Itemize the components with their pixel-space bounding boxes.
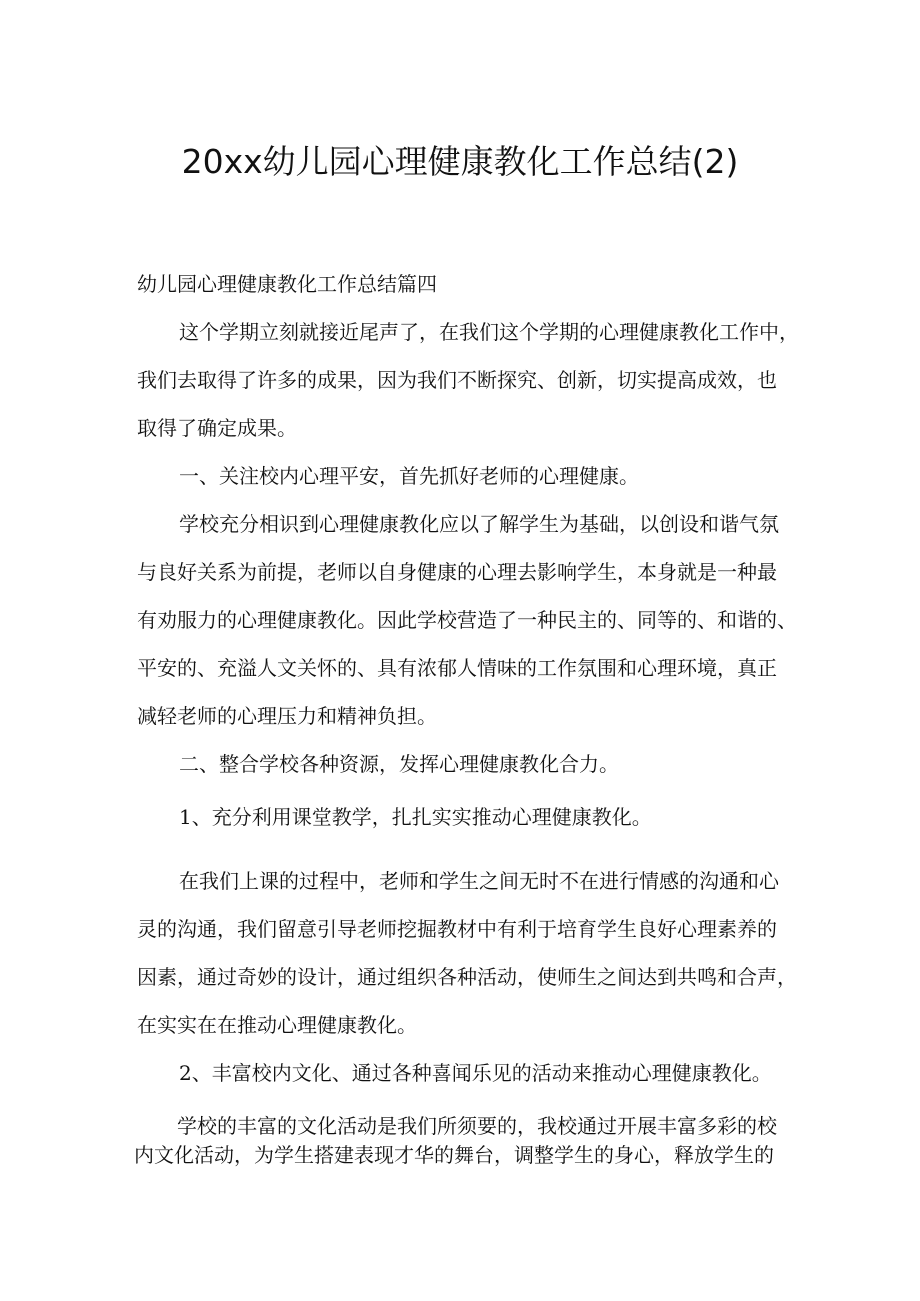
paragraph-line: 我们去取得了许多的成果，因为我们不断探究、创新，切实提高成效，也 [137, 368, 777, 392]
paragraph-line: 与良好关系为前提，老师以自身健康的心理去影响学生，本身就是一种最 [137, 560, 777, 584]
paragraph-line: 学校的丰富的文化活动是我们所须要的，我校通过开展丰富多彩的校 [177, 1114, 777, 1138]
document-title: 20xx幼儿园心理健康教化工作总结(2) [181, 142, 739, 181]
paragraph-line: 学校充分相识到心理健康教化应以了解学生为基础，以创设和谐气氛 [179, 512, 779, 536]
paragraph-line: 在我们上课的过程中，老师和学生之间无时不在进行情感的沟通和心 [179, 869, 779, 893]
paragraph-line: 取得了确定成果。 [137, 416, 297, 440]
subheading-line: 二、整合学校各种资源，发挥心理健康教化合力。 [179, 752, 619, 776]
paragraph-line: 这个学期立刻就接近尾声了，在我们这个学期的心理健康教化工作中， [179, 320, 799, 344]
paragraph-line: 内文化活动，为学生搭建表现才华的舞台，调整学生的身心，释放学生的 [134, 1143, 774, 1167]
subheading-line: 1、充分利用课堂教学，扎扎实实推动心理健康教化。 [179, 805, 652, 829]
paragraph-line: 有劝服力的心理健康教化。因此学校营造了一种民主的、同等的、和谐的、 [137, 608, 797, 632]
paragraph-line: 灵的沟通，我们留意引导老师挖掘教材中有利于培育学生良好心理素养的 [137, 917, 777, 941]
paragraph-line: 平安的、充溢人文关怀的、具有浓郁人情味的工作氛围和心理环境，真正 [137, 656, 777, 680]
subheading-line: 一、关注校内心理平安，首先抓好老师的心理健康。 [179, 464, 639, 488]
subheading-line: 2、丰富校内文化、通过各种喜闻乐见的活动来推动心理健康教化。 [179, 1061, 772, 1085]
section-heading: 幼儿园心理健康教化工作总结篇四 [137, 272, 437, 296]
paragraph-line: 因素，通过奇妙的设计，通过组织各种活动，使师生之间达到共鸣和合声， [137, 965, 797, 989]
paragraph-line: 在实实在在推动心理健康教化。 [137, 1013, 417, 1037]
paragraph-line: 减轻老师的心理压力和精神负担。 [137, 704, 437, 728]
